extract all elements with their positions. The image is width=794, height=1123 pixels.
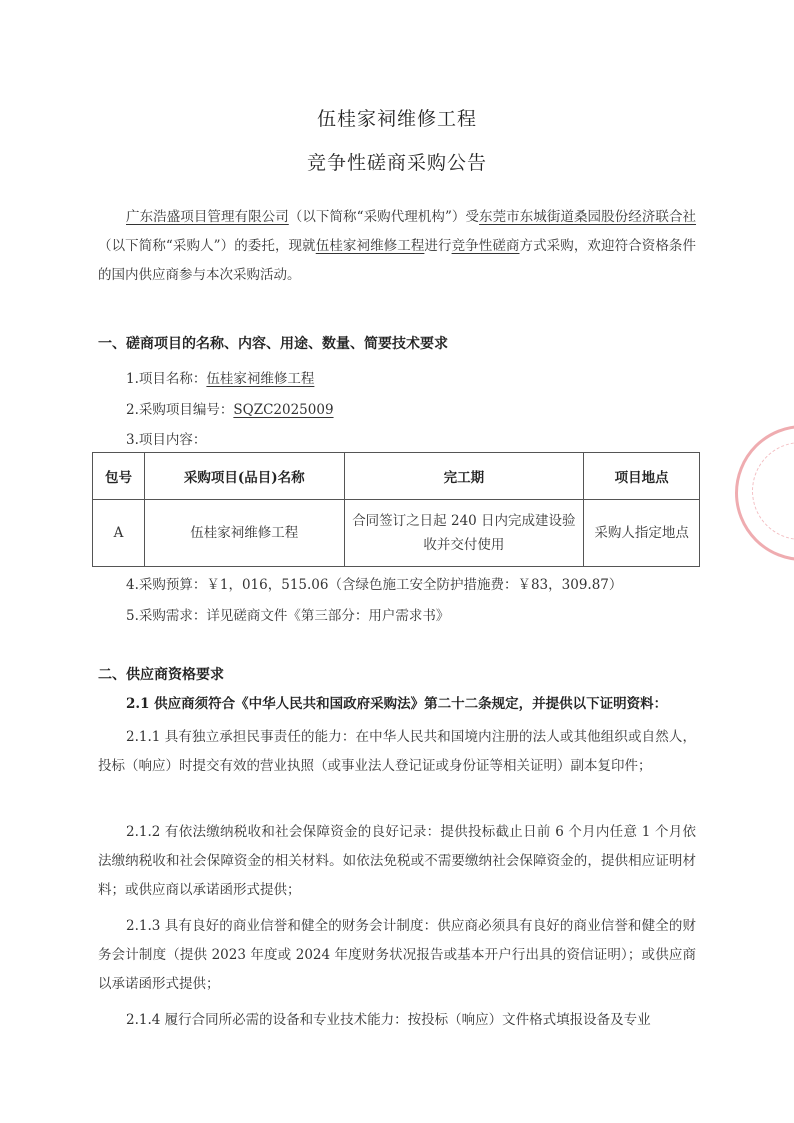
table-row xyxy=(93,500,700,567)
project-name: 伍桂家祠维修工程 xyxy=(315,238,425,254)
document-title: 伍桂家祠维修工程 xyxy=(316,108,477,130)
item-budget: 4.采购预算：￥1，016，515.06（含绿色施工安全防护措施费：￥83，309.87） xyxy=(126,577,623,593)
item1-label: 1.项目名称： xyxy=(126,371,207,387)
section2-heading: 二、供应商资格要求 xyxy=(98,667,224,683)
table-cell: 采购人指定地点 xyxy=(584,500,700,567)
item2-value: SQZC2025009 xyxy=(233,402,334,418)
procurement-method: 竞争性磋商 xyxy=(451,238,520,254)
table-header-row xyxy=(93,453,700,500)
table-header: 完工期 xyxy=(344,453,584,500)
table-cell: 伍桂家祠维修工程 xyxy=(144,500,344,567)
intro-text-3: 进行 xyxy=(424,238,452,254)
table-header: 项目地点 xyxy=(584,453,700,500)
project-table xyxy=(92,452,700,567)
intro-text-1: （以下简称“采购代理机构”）受 xyxy=(288,209,480,225)
item-requirements: 5.采购需求：详见磋商文件《第三部分：用户需求书》 xyxy=(126,608,450,624)
table-cell: A xyxy=(93,500,145,567)
intro-text-2: （以下简称“采购人”）的委托，现就 xyxy=(98,238,316,254)
table-header: 包号 xyxy=(93,453,145,500)
item-project-content: 3.项目内容： xyxy=(126,432,207,448)
clause-2-1-1: 2.1.1 具有独立承担民事责任的能力：在中华人民共和国境内注册的法人或其他组织或自然人，投标（响应）时提交有效的营业执照（或事业法人登记证或身份证等相关证明）副本复印件； xyxy=(98,729,696,774)
item-project-number xyxy=(126,398,334,418)
purchaser-name: 东莞市东城街道桑园股份经济联合社 xyxy=(479,209,697,225)
intro-text-4: 方式采购，欢迎符合资格条件的国内供应商参与本次采购活动。 xyxy=(98,238,697,283)
intro-paragraph xyxy=(98,203,696,290)
table-header: 采购项目(品目)名称 xyxy=(144,453,344,500)
clause-2-1-2: 2.1.2 有依法缴纳税收和社会保障资金的良好记录：提供投标截止日前 6 个月内任意 1 个月依法缴纳税收和社会保障资金的相关材料。如依法免税或不需要缴纳社会保障资金的，提供相应证明材料；或供应商以承诺函形式提供； xyxy=(98,824,696,898)
agent-name: 广东浩盛项目管理有限公司 xyxy=(126,209,289,225)
clause-2-1-4: 2.1.4 履行合同所必需的设备和专业技术能力：按投标（响应）文件格式填报设备及专业 xyxy=(126,1012,651,1028)
item1-value: 伍桂家祠维修工程 xyxy=(206,371,315,387)
clause-2-1-3: 2.1.3 具有良好的商业信誉和健全的财务会计制度：供应商必须具有良好的商业信誉和健全的财务会计制度（提供 2023 年度或 2024 年度财务状况报告或基本开户行出具的资信证明）；或供应商以承诺函形式提供； xyxy=(98,918,696,992)
document-subtitle: 竞争性磋商采购公告 xyxy=(306,152,487,174)
section1-heading: 一、磋商项目的名称、内容、用途、数量、简要技术要求 xyxy=(98,336,448,352)
table-cell: 合同签订之日起 240 日内完成建设验收并交付使用 xyxy=(344,500,584,567)
clause-2-1: 2.1 供应商须符合《中华人民共和国政府采购法》第二十二条规定，并提供以下证明资料： xyxy=(126,696,668,712)
item2-label: 2.采购项目编号： xyxy=(126,402,234,418)
item-project-name xyxy=(126,367,314,387)
